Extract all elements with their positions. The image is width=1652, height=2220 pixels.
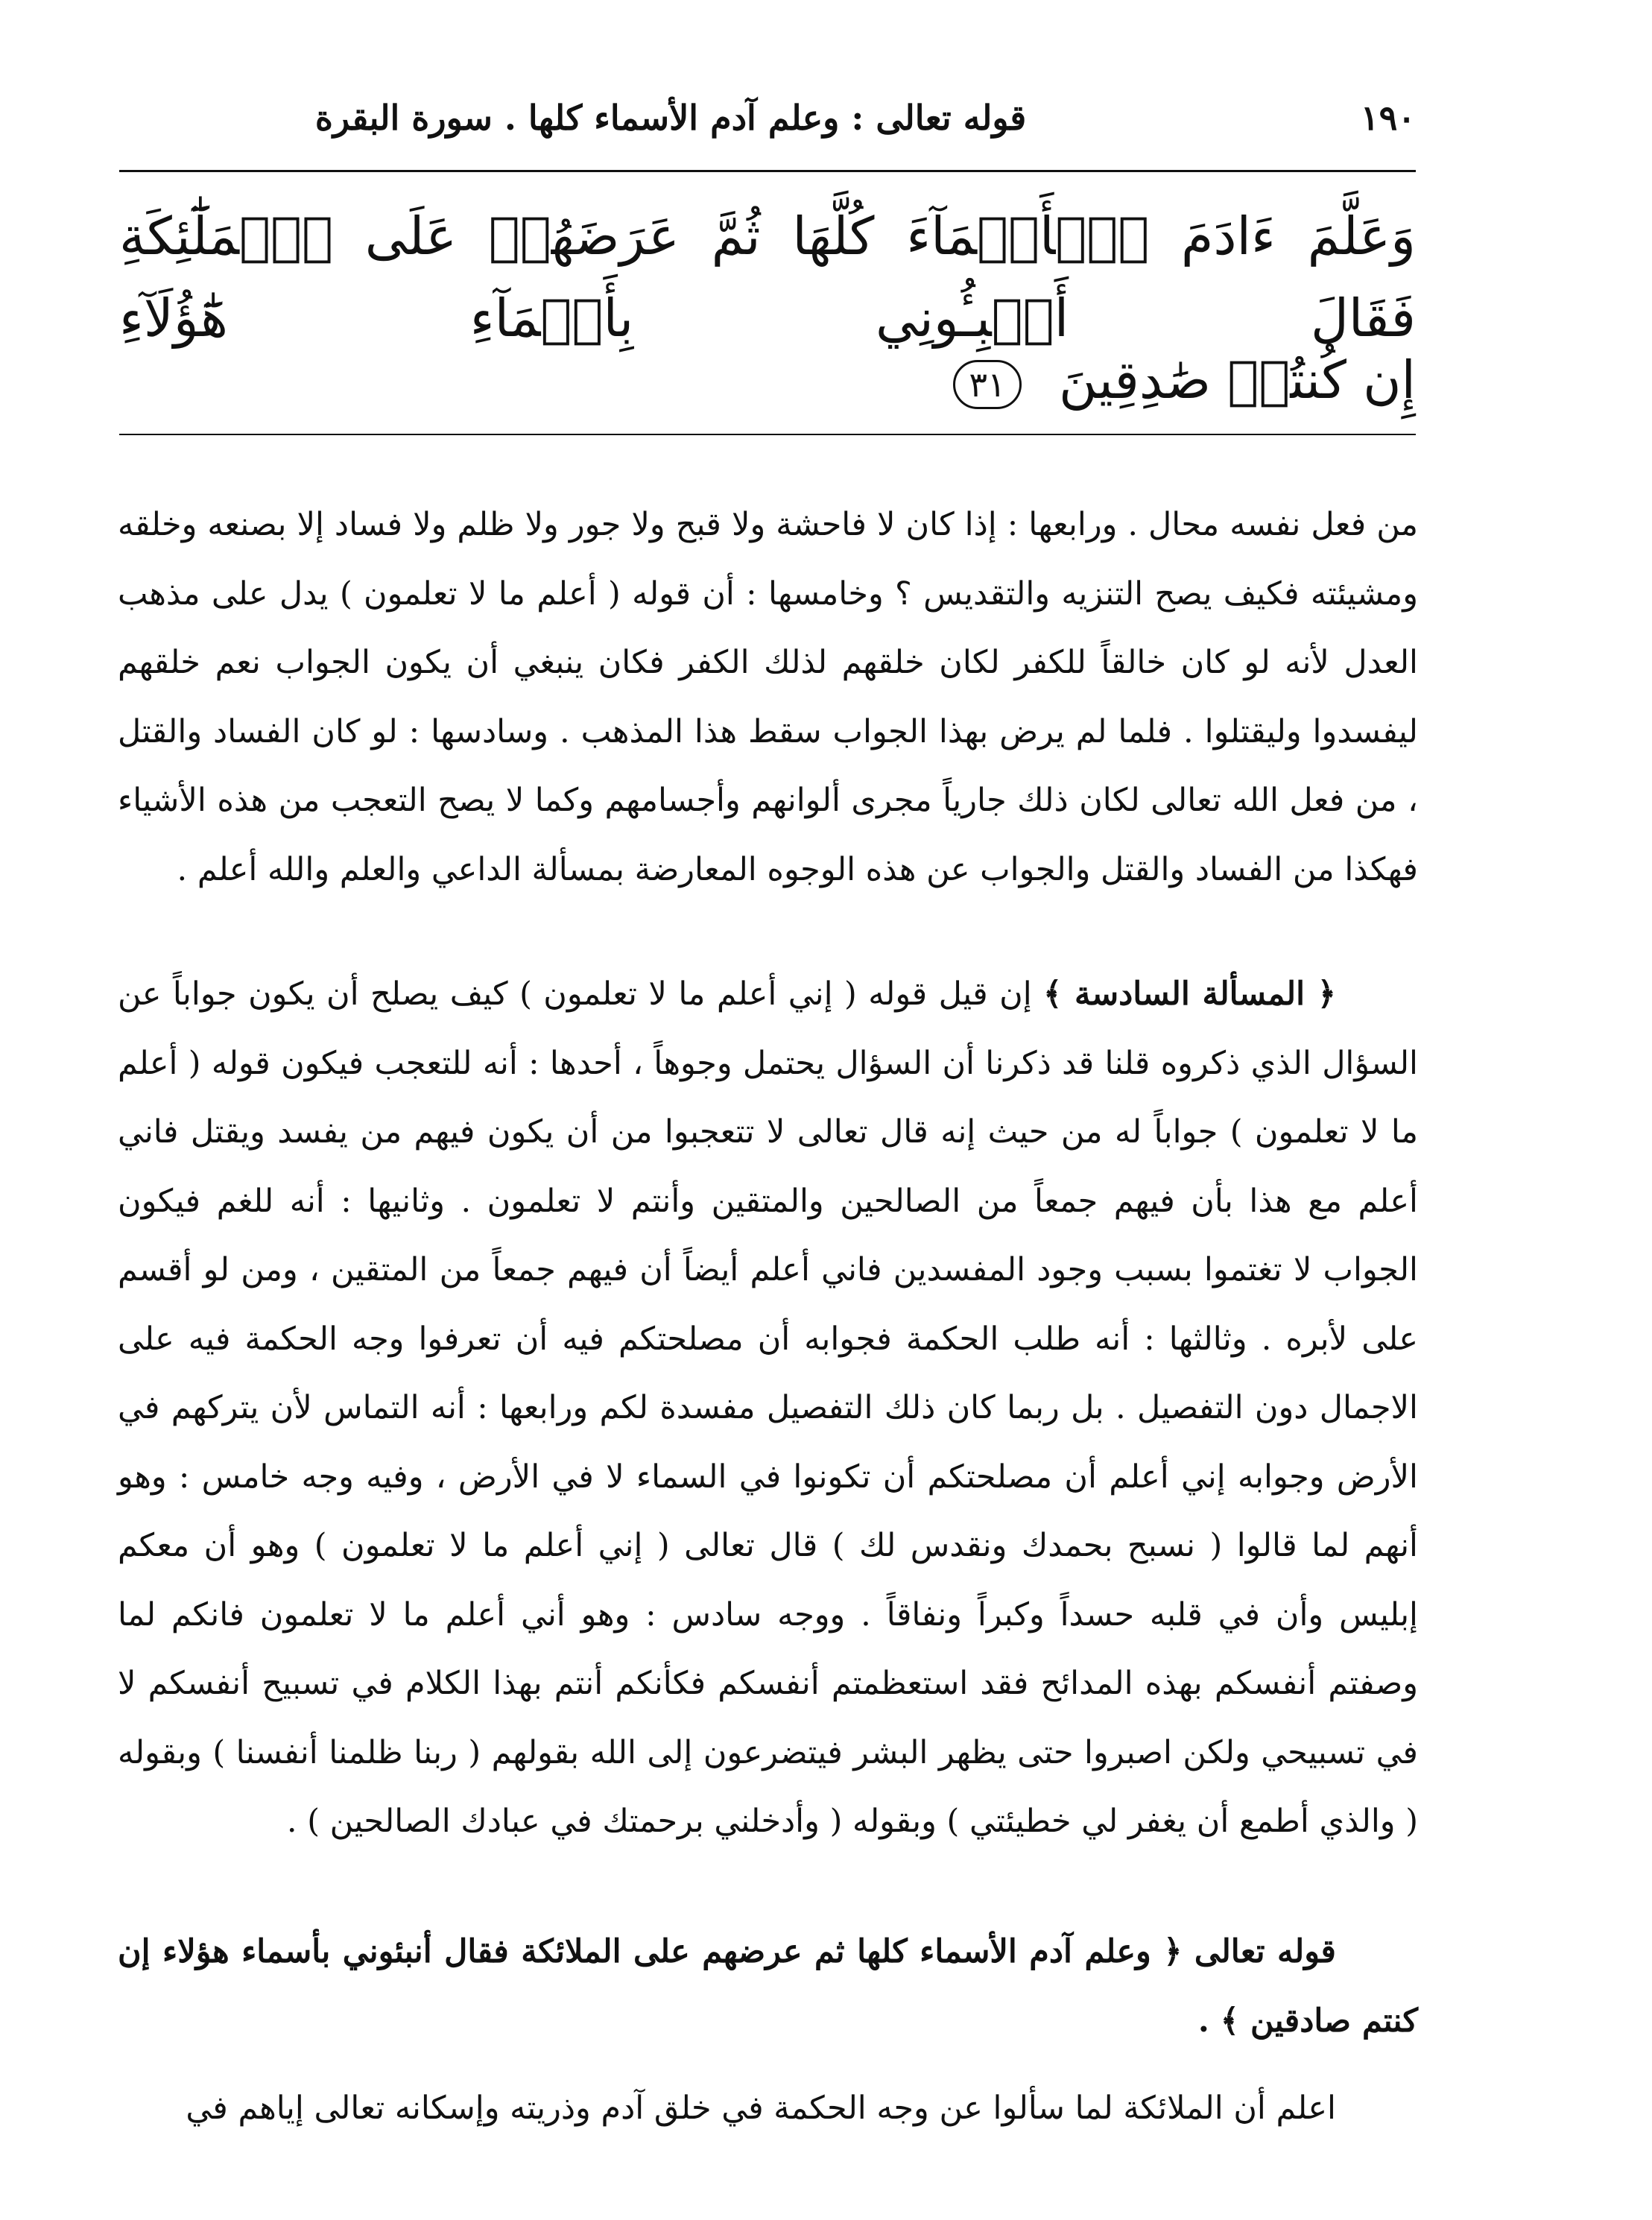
verse-quotation-text: قوله تعالى ﴿ وعلم آدم الأسماء كلها ثم عرضهم على الملائكة فقال أنبئوني بأسماء هؤلاء إن كنتم صادقين ﴾ . xyxy=(118,1933,1418,2040)
section-text: إن قيل قوله ( إني أعلم ما لا تعلمون ) كيف يصلح أن يكون جواباً عن السؤال الذي ذكروه قلنا قد ذكرنا أن السؤال يحتمل وجوهاً ، أحدها : أنه للتعجب فيكون قوله ( أعلم ما لا تعلمون ) جواباً له من حيث إنه قال تعالى لا تتعجبوا من أن يكون فيهم من يفسد ويقتل فاني أعلم مع هذا بأن فيهم جمعاً من الصالحين والمتقين وأنتم لا تعلمون . وثانيها : أنه للغم فيكون الجواب لا تغتموا بسبب وجود المفسدين فاني أعلم أيضاً أن فيهم جمعاً من المتقين ، ومن لو أقسم على لأبره . وثالثها : أنه طلب الحكمة فجوابه أن مصلحتكم فيه أن تعرفوا وجه الحكمة فيه على الاجمال دون التفصيل . بل ربما كان ذلك التفصيل مفسدة لكم ورابعها : أنه التماس لأن يتركهم في الأرض وجوابه إني أعلم أن مصلحتكم أن تكونوا في السماء لا في الأرض ، وفيه وجه خامس : وهو أنهم لما قالوا ( نسبح بحمدك ونقدس لك ) قال تعالى ( إني أعلم ما لا تعلمون ) وهو أن معكم إبليس وأن في قلبه حسداً وكبراً ونفاقاً . ووجه سادس : وهو أني أعلم ما لا تعلمون فانكم لما وصفتم أنفسكم بهذه المدائح فقد استعظمتم أنفسكم فكأنكم أنتم بهذا الكلام في تسبيح أنفسكم لا في تسبيحي ولكن اصبروا حتى يظهر البشر فيتضرعون إلى الله بقولهم ( ربنا ظلمنا أنفسنا ) وبقوله ( والذي أطمع أن يغفر لي خطيئتي ) وبقوله ( وأدخلني برحمتك في عبادك الصالحين ) . xyxy=(118,975,1418,1840)
quran-verse-ending: إِن كُنتُمۡ صَٰدِقِينَ xyxy=(1059,350,1416,411)
body-paragraph-4 xyxy=(118,2074,1418,2143)
body-paragraph-2 xyxy=(118,960,1418,1856)
page-header xyxy=(119,88,1416,148)
quran-verse-line-1: وَعَلَّمَ ءَادَمَ ٱلۡأَسۡمَآءَ كُلَّهَا ثُمَّ عَرَضَهُمۡ عَلَى ٱلۡمَلَٰٓئِكَةِ فَقَالَ أَنۢبِـُٔونِي بِأَسۡمَآءِ هَٰٓؤُلَآءِ xyxy=(119,206,1416,349)
ayah-number-marker: ٣١ xyxy=(953,360,1021,409)
verse-rule xyxy=(119,434,1416,435)
running-title: قوله تعالى : وعلم آدم الأسماء كلها . سورة البقرة xyxy=(314,98,1027,138)
header-rule xyxy=(119,170,1416,172)
page-number: ١٩٠ xyxy=(1360,98,1416,138)
quran-verse-line-2 xyxy=(119,339,1416,421)
section-title: ﴿ المسألة السادسة ﴾ xyxy=(1043,975,1336,1013)
body-paragraph-4-text: اعلم أن الملائكة لما سألوا عن وجه الحكمة في خلق آدم وذريته وإسكانه تعالى إياهم في xyxy=(186,2090,1336,2127)
verse-quotation-paragraph xyxy=(118,1917,1418,2055)
body-paragraph-1: من فعل نفسه محال . ورابعها : إذا كان لا فاحشة ولا قبح ولا جور ولا ظلم ولا فساد إلا بصنعه وخلقه ومشيئته فكيف يصح التنزيه والتقديس ؟ وخامسها : أن قوله ( أعلم ما لا تعلمون ) يدل على مذهب العدل لأنه لو كان خالقاً للكفر لكان خلقهم لذلك الكفر فكان ينبغي أن يكون الجواب نعم خلقهم ليفسدوا وليقتلوا . فلما لم يرض بهذا الجواب سقط هذا المذهب . وسادسها : لو كان الفساد والقتل ، من فعل الله تعالى لكان ذلك جارياً مجرى ألوانهم وأجسامهم وكما لا يصح التعجب من هذه الأشياء فهكذا من الفساد والقتل والجواب عن هذه الوجوه المعارضة بمسألة الداعي والعلم والله أعلم . xyxy=(118,506,1418,888)
